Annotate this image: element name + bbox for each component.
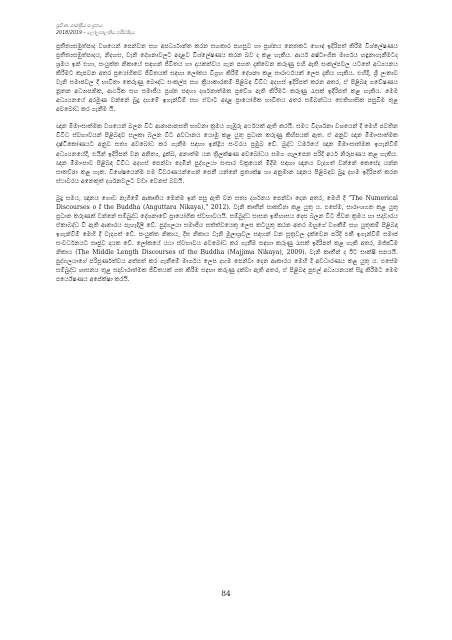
- paragraph-1: ප්‍රතීත්‍යසමුත්පාද වශයෙන් පෙන්වන සහ අපර්ධ්‍යාන්ත කරන සහකාර පහසුව හා ප්‍රශ්නය නෙතකට හොඳ ඉදිරිපත් කිරීම විශ්ලේෂණය ප්‍රතීත්‍යසමුත්පාදය, නිදහස, වැනි දේශනාවලට අදාළව විශ්ලේෂණය කරන බව ද කළ හැකිය. ආර්ය අෂ්ටාංගික මාර්ගය හඳුනාගැනීමටද ශ්‍රමය ඉන් එහා, සංයුක්ත නිකායේ සඳහන් ජීවිතය හා දායකත්වය ගැන පහත දැක්වෙන කරුණු එහි ඇති සංකල්පවල යටතේ අධ්‍යයනය කිරීමට කැපවන අතර ප්‍රයෝගිකව ජීවිතයක් සඳහා ලෝකය විග්‍රහ කිරීම් දේශනා කළ සාරාර්ථයක් ලෙස දැකිය හැකිය. එහිදී, ශ්‍රී ලංකාව වැනි සමාජවල දී භාවිතා කෙරුණු බෞද්ධ සංකල්ප සහ ක්‍රියාකාරකම් පිළිබඳ විවිධ අදහස් ඉදිරිපත් කරන අතර, ඒ පිළිබඳ ගවේෂණය නූතන අධ්‍යාපනික, ආර්ථික සහ සමාජීය ප්‍රශ්න සඳහා දර්ශනාත්මක ප්‍රවේශ ඇති කිරීමට කරුණු රැසක් ඉදිරිපත් කළ හැකිය. මෙම අධ්‍යයනයේ අරමුණ වන්නේ බුදු දහමේ ඉගැන්වීම් සහ ඒවාට අදාළ ප්‍රායෝගික භාවිතය අතර සම්බන්ධය ඓතිහාසික පසුබිම තුළ අවබෝධ කර ගැනීම යි.: [56, 43, 398, 114]
- header-journal-title: ප්‍රවීණ ශාස්ත්‍රීය සංග්‍රහය: [56, 24, 103, 29]
- header-issue-line: 2018/2019 - ලෝලුපාලනිය පරිච්ඡිදය: [56, 30, 135, 36]
- paragraph-2: ඥාන මීමාංසාත්මක වශයෙන් බලන විට ආනාපානසති භාවනා ක්‍රමය ගැඹුරු අර්ථයක් ඇති කරයි. සමථ විදර්ශනා වශයෙන් දී මෙහි පවතින විවිධ ස්වභාවයන් පිළිබඳව සලකා බලන විට අවධානය යොමු කළ යුතු ප්‍රධාන කරුණු කිහිපයක් ඇත. ඒ අනුව ඥාන මීමාංසාත්මක දෘෂ්ටිකෝණයට අනුව සත්‍ය අවබෝධ කර ගැනීම සඳහා ඉන්ද්‍රිය සංවරය ප්‍රමුඛ වේ. බුද්ධ ධර්මයේ ඥාන මීමාංසාත්මක ඉගැන්වීම් අධ්‍යයනයේදී, එයින් ඉදිරිපත් වන අනිත්‍ය, දුක්ඛ, අනාත්ම යන ත්‍රිලක්ෂණ අවබෝධය සමග ගැලපෙන පරිදි අර්ථ නිරූපණය කළ හැකිය. ඥාන මීමාංසාව පිළිබඳ විවිධ අදහස් පෙන්වා දෙමින් පුද්ගලයා සංසාර චක්‍රයෙන් මිදීම සඳහා ඥානය වැදගත් වන්නේ කෙසේද යන්න සාකච්ඡා කළ හැක. විශේෂයෙන්ම එම විවරණයන්ගෙන් පෙනී යන්නේ ප්‍රත්‍යක්ෂ හා අනුමාන ඥානය පිළිබඳව බුදු දහම ඉදිරිපත් කරන ස්ථාවරය අනෙකුත් දර්ශනවලට වඩා වෙනස් බවයි.: [56, 123, 398, 185]
- page-number: 84: [221, 589, 231, 598]
- body-text: [56, 42, 398, 292]
- paragraph-3: බුදු සමය, ඥානය ගොඩ නැගීමේ ආකෘතිය මෙන්ම ඉන් පසු ඇති වන සත්‍ය දර්ශනය පෙන්වා දෙන අතර, මෙහි දී "The Numerical Discourses o f the Buddha (Anguttara Nikaya)," 2012). වැනි කෘතීන් සාකච්ඡා කළ යුතු ය. එසේම, සාරාංශගත කළ යුතු ප්‍රධාන කරුණක් වන්නේ සම්බුද්ධ දේශනාවේ ප්‍රායෝගික ස්වභාවයයි. සම්බුද්ධ සාසන ඉතිහාසය දෙස බලන විට ජීවන ක්‍රමය හා සදාචාරය ඒකාබද්ධ වී ඇති ආකාරය පැහැදිලි වේ. පුද්ගලයා සමාජීය සත්ත්වයෙකු ලෙස කටයුතු කරන අතර ඔහුගේ වගකීම් සහ යුතුකම් පිළිබඳ ඉගැන්වීම් මෙහි දී වැදගත් වේ. සංයුක්ත නිකාය, දීඝ නිකාය වැනි මූලාශ්‍රවල සඳහන් වන සූත්‍රවල දැක්වෙන පරිදි එකී ඉගැන්වීම් සමාජ සංවර්ධනයට සෘජුව දායක වේ. ලෝකයේ යථා ස්වභාවය අවබෝධ කර ගැනීම සඳහා කරුණු රැසක් ඉදිරිපත් කළ හැකි අතර, මජ්ඣිම නිකාය (The Middle Length Discourses of the Buddha (Majjima Nikaya), 2009). වැනි කෘතීන් ද ඊට සාක්ෂි සපයයි. පුද්ගලයාගේ පරිපූර්ණත්වය අත්පත් කර ගැනීමේ මාර්ගය ලෙස දහම පෙන්වා දෙන ආකාරය මෙහි දී අවධාරණය කළ යුතු ය. එසේම සම්බුද්ධ ශාසනය තුළ සදාචාරාත්මක ජීවිතයක් ගත කිරීම සඳහා කරුණු දක්වා ඇති අතර, ඒ පිළිබඳ පුළුල් අධ්‍යයනයක් සිදු කිරීමට මෙම පර්යේෂණය අපේක්ෂා කරයි.: [56, 194, 398, 284]
- running-header: [56, 24, 356, 37]
